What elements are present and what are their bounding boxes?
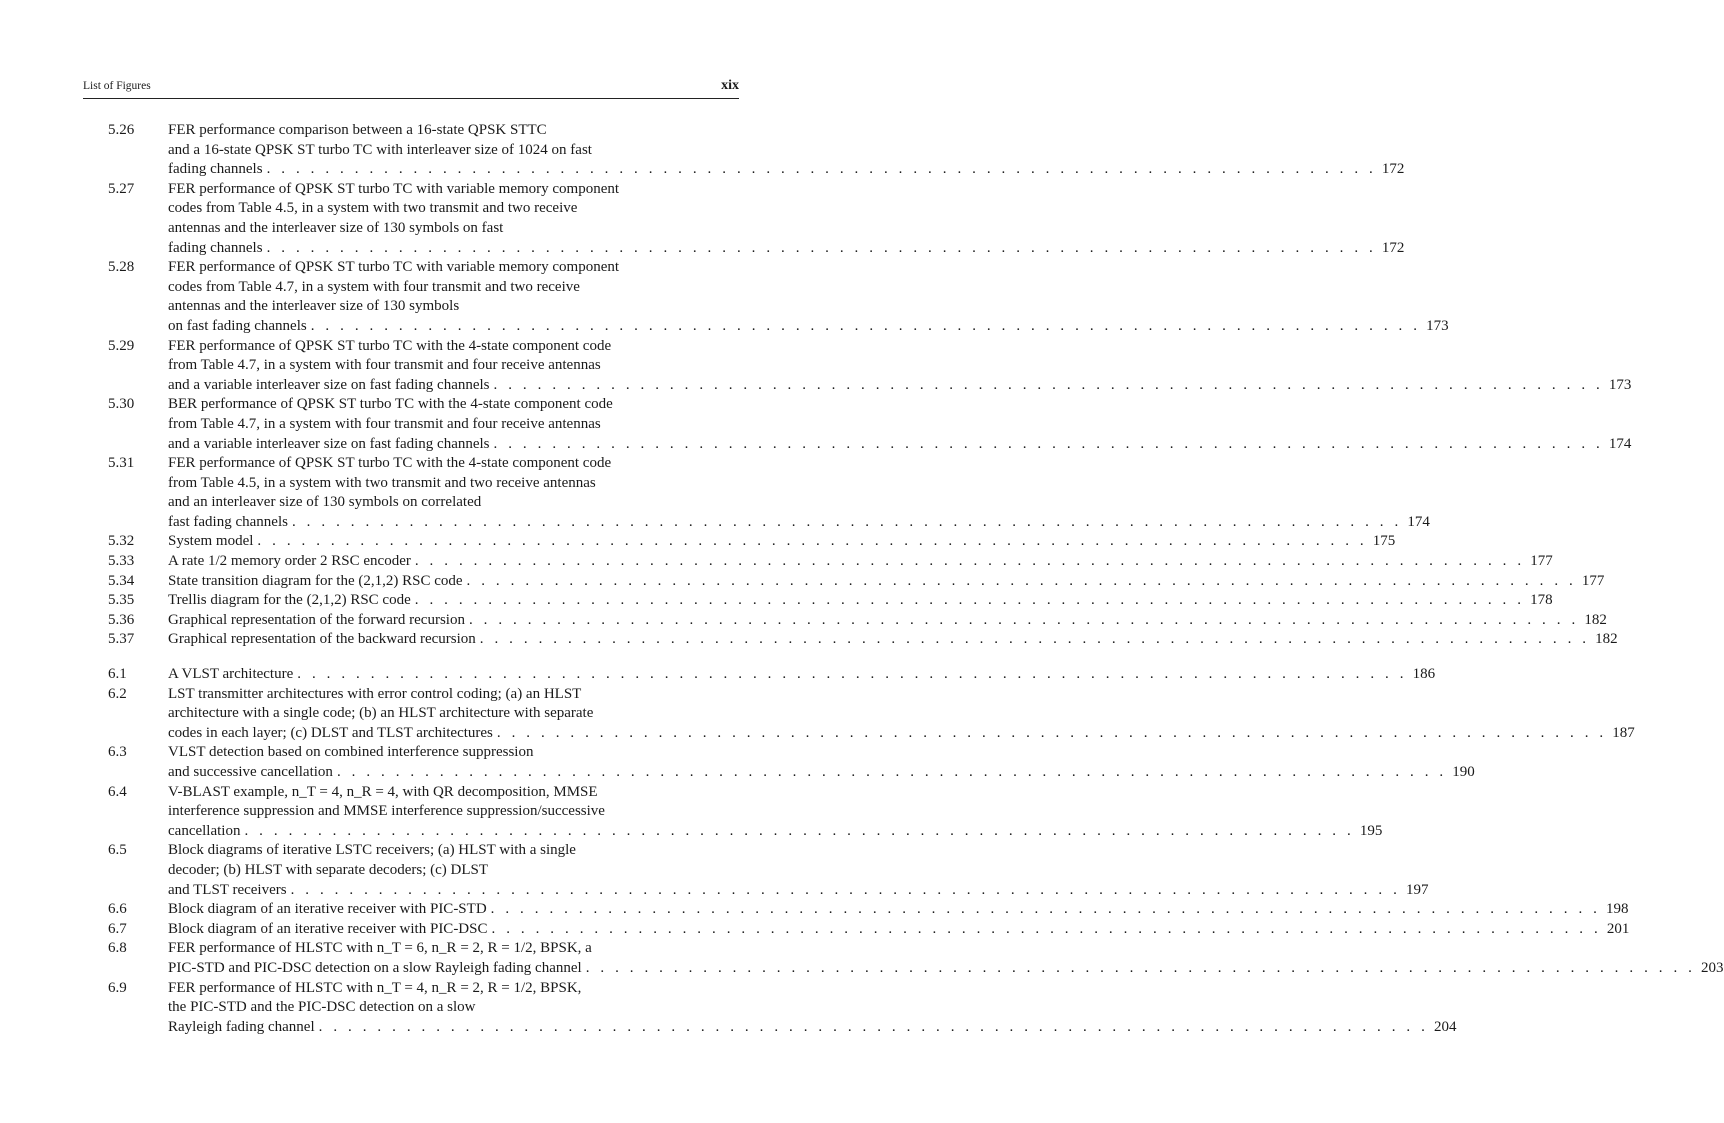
figure-number: 5.28 [108,259,135,276]
figure-caption [168,743,1475,782]
figure-entry[interactable] [108,532,1396,552]
figure-number: 6.4 [108,783,127,800]
caption-line: antennas and the interleaver size of 130 symbols [168,298,460,315]
caption-last-line [168,630,1618,650]
figure-entry[interactable] [108,180,1405,258]
dot-leader: . . . . . . . . . . . . . . . . . . . . . . . . . . . . . . . . . . . . . . . . . . . . . . . . . . . . . . . . . . . . . . . . . . . . . . . . . . . . [257,533,1368,550]
list-of-figures [108,121,1724,1037]
figure-caption [168,900,1629,920]
figure-number: 5.27 [108,180,135,197]
caption-last-line [168,881,1429,901]
caption-line: BER performance of QPSK ST turbo TC with the 4-state component code [168,396,613,413]
figure-caption [168,395,1632,454]
figure-entry[interactable] [108,258,1449,336]
page-reference[interactable]: 195 [1359,822,1383,839]
caption-line: A rate 1/2 memory order 2 RSC encoder [168,553,411,570]
dot-leader: . . . . . . . . . . . . . . . . . . . . . . . . . . . . . . . . . . . . . . . . . . . . . . . . . . . . . . . . . . . . . . . . . . . . . . . . . . . . [266,161,1377,178]
figure-caption [168,939,1724,978]
caption-last-line [168,435,1632,455]
figure-number: 6.7 [108,920,127,937]
caption-line: Graphical representation of the backward recursion [168,631,476,648]
dot-leader: . . . . . . . . . . . . . . . . . . . . . . . . . . . . . . . . . . . . . . . . . . . . . . . . . . . . . . . . . . . . . . . . . . . . . . . . . . . . [414,592,1525,609]
caption-line: codes in each layer; (c) DLST and TLST architectures [168,724,493,741]
caption-last-line [168,317,1449,337]
page-reference[interactable]: 190 [1452,764,1475,780]
figure-number: 6.5 [108,842,127,859]
caption-line: FER performance of QPSK ST turbo TC with variable memory component [168,180,620,197]
figure-entry[interactable] [108,900,1629,920]
caption-line: from Table 4.5, in a system with two transmit and two receive antennas [168,474,596,491]
figure-entry[interactable] [108,665,1436,685]
caption-last-line [168,572,1605,592]
figure-entry[interactable] [108,979,1457,1038]
page-reference[interactable]: 178 [1530,592,1553,609]
figure-entry[interactable] [108,552,1553,572]
caption-line: codes from Table 4.5, in a system with two transmit and two receive [168,200,578,217]
figure-caption [168,337,1632,396]
caption-line: Rayleigh fading channel [168,1018,315,1035]
caption-last-line [168,1018,1457,1038]
dot-leader: . . . . . . . . . . . . . . . . . . . . . . . . . . . . . . . . . . . . . . . . . . . . . . . . . . . . . . . . . . . . . . . . . . . . . . . . . . . . [490,901,1601,918]
caption-last-line [168,611,1607,631]
dot-leader: . . . . . . . . . . . . . . . . . . . . . . . . . . . . . . . . . . . . . . . . . . . . . . . . . . . . . . . . . . . . . . . . . . . . . . . . . . . . [244,822,1355,839]
figure-entry[interactable] [108,920,1630,940]
page-reference[interactable]: 186 [1412,666,1436,683]
caption-line: LST transmitter architectures with error control coding; (a) an HLST [168,685,582,702]
figure-entry[interactable] [108,454,1430,532]
caption-line: fading channels [168,239,263,256]
page-reference[interactable]: 187 [1612,724,1635,741]
figure-number: 6.6 [108,901,127,918]
caption-line: System model [168,533,254,550]
caption-line: cancellation [168,822,241,839]
dot-leader: . . . . . . . . . . . . . . . . . . . . . . . . . . . . . . . . . . . . . . . . . . . . . . . . . . . . . . . . . . . . . . . . . . . . . . . . . . . . [266,239,1377,256]
caption-line: and TLST receivers [168,881,287,898]
figure-number: 5.32 [108,533,135,550]
figure-number: 6.3 [108,744,127,761]
caption-line: antennas and the interleaver size of 130 symbols on fast [168,219,504,236]
caption-last-line [168,665,1436,685]
figure-caption [168,591,1553,611]
caption-line: FER performance of QPSK ST turbo TC with the 4-state component code [168,337,612,354]
caption-line: and a 16-state QPSK ST turbo TC with interleaver size of 1024 on fast [168,141,592,158]
page-reference[interactable]: 173 [1608,376,1632,393]
caption-last-line [168,532,1396,552]
page-reference[interactable]: 198 [1606,901,1629,918]
caption-last-line [168,920,1630,940]
figure-caption [168,121,1405,180]
figure-entry[interactable] [108,783,1383,842]
figure-number: 5.26 [108,122,135,138]
dot-leader: . . . . . . . . . . . . . . . . . . . . . . . . . . . . . . . . . . . . . . . . . . . . . . . . . . . . . . . . . . . . . . . . . . . . . . . . . . . . [318,1018,1429,1035]
figure-entry[interactable] [108,630,1618,650]
caption-last-line [168,376,1632,396]
caption-last-line [168,763,1475,783]
dot-leader: . . . . . . . . . . . . . . . . . . . . . . . . . . . . . . . . . . . . . . . . . . . . . . . . . . . . . . . . . . . . . . . . . . . . . . . . . . . . [291,513,1402,530]
dot-leader: . . . . . . . . . . . . . . . . . . . . . . . . . . . . . . . . . . . . . . . . . . . . . . . . . . . . . . . . . . . . . . . . . . . . . . . . . . . . [585,959,1696,976]
caption-line: Block diagram of an iterative receiver with PIC-DSC [168,920,488,937]
caption-line: Block diagrams of iterative LSTC receivers; (a) HLST with a single [168,842,576,859]
dot-leader: . . . . . . . . . . . . . . . . . . . . . . . . . . . . . . . . . . . . . . . . . . . . . . . . . . . . . . . . . . . . . . . . . . . . . . . . . . . . [336,764,1447,780]
page-reference[interactable]: 174 [1407,513,1430,530]
figure-caption [168,841,1429,900]
caption-last-line [168,822,1383,842]
caption-line: from Table 4.7, in a system with four transmit and four receive antennas [168,415,601,432]
figure-entry[interactable] [108,685,1635,744]
dot-leader: . . . . . . . . . . . . . . . . . . . . . . . . . . . . . . . . . . . . . . . . . . . . . . . . . . . . . . . . . . . . . . . . . . . . . . . . . . . . [479,631,1590,648]
caption-line: from Table 4.7, in a system with four transmit and four receive antennas [168,357,601,374]
caption-line: architecture with a single code; (b) an HLST architecture with separate [168,705,594,722]
caption-line: fading channels [168,161,263,178]
page-reference[interactable]: 172 [1381,239,1405,256]
page-reference[interactable]: 201 [1606,920,1630,937]
figure-caption [168,783,1383,842]
caption-line: Trellis diagram for the (2,1,2) RSC code [168,592,411,609]
figure-entry[interactable] [108,939,1724,978]
figure-caption [168,180,1405,258]
caption-line: on fast fading channels [168,317,307,334]
figure-number: 5.30 [108,396,135,413]
page-reference[interactable]: 173 [1426,317,1449,334]
figure-entry[interactable] [108,395,1632,454]
page-reference[interactable]: 182 [1584,611,1607,628]
caption-last-line [168,513,1430,533]
figure-caption [168,611,1607,631]
figure-number: 6.9 [108,979,127,996]
page-reference[interactable]: 197 [1405,881,1429,898]
caption-line: codes from Table 4.7, in a system with four transmit and two receive [168,278,580,295]
dot-leader: . . . . . . . . . . . . . . . . . . . . . . . . . . . . . . . . . . . . . . . . . . . . . . . . . . . . . . . . . . . . . . . . . . . . . . . . . . . . [466,572,1577,589]
figure-caption [168,572,1605,592]
figure-number: 6.2 [108,685,127,702]
figure-entry[interactable] [108,591,1553,611]
figure-caption [168,979,1457,1038]
figure-caption [168,454,1430,532]
page-reference[interactable]: 172 [1381,161,1405,178]
running-title: List of Figures [83,80,151,92]
figure-number: 6.8 [108,940,127,957]
dot-leader: . . . . . . . . . . . . . . . . . . . . . . . . . . . . . . . . . . . . . . . . . . . . . . . . . . . . . . . . . . . . . . . . . . . . . . . . . . . . [290,881,1401,898]
dot-leader: . . . . . . . . . . . . . . . . . . . . . . . . . . . . . . . . . . . . . . . . . . . . . . . . . . . . . . . . . . . . . . . . . . . . . . . . . . . . [496,724,1607,741]
page-reference[interactable]: 203 [1701,959,1724,976]
page-reference[interactable]: 175 [1372,533,1396,550]
caption-line: and a variable interleaver size on fast fading channels [168,376,490,393]
caption-line: VLST detection based on combined interference suppression [168,744,534,761]
caption-line: decoder; (b) HLST with separate decoders; (c) DLST [168,861,489,878]
figure-caption [168,532,1396,552]
dot-leader: . . . . . . . . . . . . . . . . . . . . . . . . . . . . . . . . . . . . . . . . . . . . . . . . . . . . . . . . . . . . . . . . . . . . . . . . . . . . [414,553,1525,570]
figure-caption [168,685,1635,744]
caption-line: FER performance of QPSK ST turbo TC with the 4-state component code [168,455,612,472]
figure-number: 5.36 [108,611,135,628]
caption-line: and an interleaver size of 130 symbols on correlated [168,494,482,511]
caption-line: Graphical representation of the forward recursion [168,611,465,628]
dot-leader: . . . . . . . . . . . . . . . . . . . . . . . . . . . . . . . . . . . . . . . . . . . . . . . . . . . . . . . . . . . . . . . . . . . . . . . . . . . . [468,611,1579,628]
dot-leader: . . . . . . . . . . . . . . . . . . . . . . . . . . . . . . . . . . . . . . . . . . . . . . . . . . . . . . . . . . . . . . . . . . . . . . . . . . . . [310,317,1421,334]
caption-line: Block diagram of an iterative receiver with PIC-STD [168,901,487,918]
page-reference[interactable]: 174 [1608,435,1632,452]
figure-entry[interactable] [108,743,1475,782]
figure-entry[interactable] [108,611,1607,631]
caption-line: A VLST architecture [168,666,294,683]
page-reference[interactable]: 177 [1530,553,1553,570]
figure-number: 5.35 [108,592,135,609]
figure-entry[interactable] [108,121,1405,180]
caption-line: State transition diagram for the (2,1,2) RSC code [168,572,463,589]
caption-line: fast fading channels [168,513,288,530]
page-reference[interactable]: 204 [1433,1018,1457,1035]
caption-line: V-BLAST example, n_T = 4, n_R = 4, with QR decomposition, MMSE [168,783,598,800]
caption-line: and a variable interleaver size on fast fading channels [168,435,490,452]
figure-number: 5.34 [108,572,135,589]
caption-last-line [168,591,1553,611]
figure-number: 5.37 [108,631,135,648]
caption-last-line [168,239,1405,259]
figure-caption [168,665,1436,685]
dot-leader: . . . . . . . . . . . . . . . . . . . . . . . . . . . . . . . . . . . . . . . . . . . . . . . . . . . . . . . . . . . . . . . . . . . . . . . . . . . . [297,666,1408,683]
figure-number: 5.33 [108,553,135,570]
caption-line: the PIC-STD and the PIC-DSC detection on a slow [168,999,476,1016]
caption-last-line [168,900,1629,920]
caption-line: and successive cancellation [168,764,333,780]
figure-number: 5.29 [108,337,135,354]
figure-number: 6.1 [108,666,127,683]
figure-entry[interactable] [108,572,1605,592]
figure-caption [168,630,1618,650]
caption-line: interference suppression and MMSE interference suppression/successive [168,803,605,820]
figure-entry[interactable] [108,841,1429,900]
dot-leader: . . . . . . . . . . . . . . . . . . . . . . . . . . . . . . . . . . . . . . . . . . . . . . . . . . . . . . . . . . . . . . . . . . . . . . . . . . . . [493,435,1604,452]
caption-last-line [168,959,1724,979]
dot-leader: . . . . . . . . . . . . . . . . . . . . . . . . . . . . . . . . . . . . . . . . . . . . . . . . . . . . . . . . . . . . . . . . . . . . . . . . . . . . [491,920,1602,937]
figure-caption [168,258,1449,336]
caption-line: FER performance of QPSK ST turbo TC with variable memory component [168,259,620,276]
page-reference[interactable]: 182 [1595,631,1618,648]
figure-caption [168,552,1553,572]
figure-caption [168,920,1630,940]
caption-last-line [168,160,1405,180]
chapter-gap [108,650,739,665]
caption-last-line [168,724,1635,744]
caption-line: FER performance comparison between a 16-state QPSK STTC [168,122,547,138]
running-header [83,76,739,99]
dot-leader: . . . . . . . . . . . . . . . . . . . . . . . . . . . . . . . . . . . . . . . . . . . . . . . . . . . . . . . . . . . . . . . . . . . . . . . . . . . . [493,376,1604,393]
page-number: xix [721,78,739,93]
figure-entry[interactable] [108,337,1632,396]
page-reference[interactable]: 177 [1581,572,1605,589]
figure-number: 5.31 [108,455,135,472]
caption-line: FER performance of HLSTC with n_T = 4, n_R = 2, R = 1/2, BPSK, [168,979,582,996]
caption-line: PIC-STD and PIC-DSC detection on a slow Rayleigh fading channel [168,959,582,976]
caption-last-line [168,552,1553,572]
caption-line: FER performance of HLSTC with n_T = 6, n_R = 2, R = 1/2, BPSK, a [168,940,592,957]
